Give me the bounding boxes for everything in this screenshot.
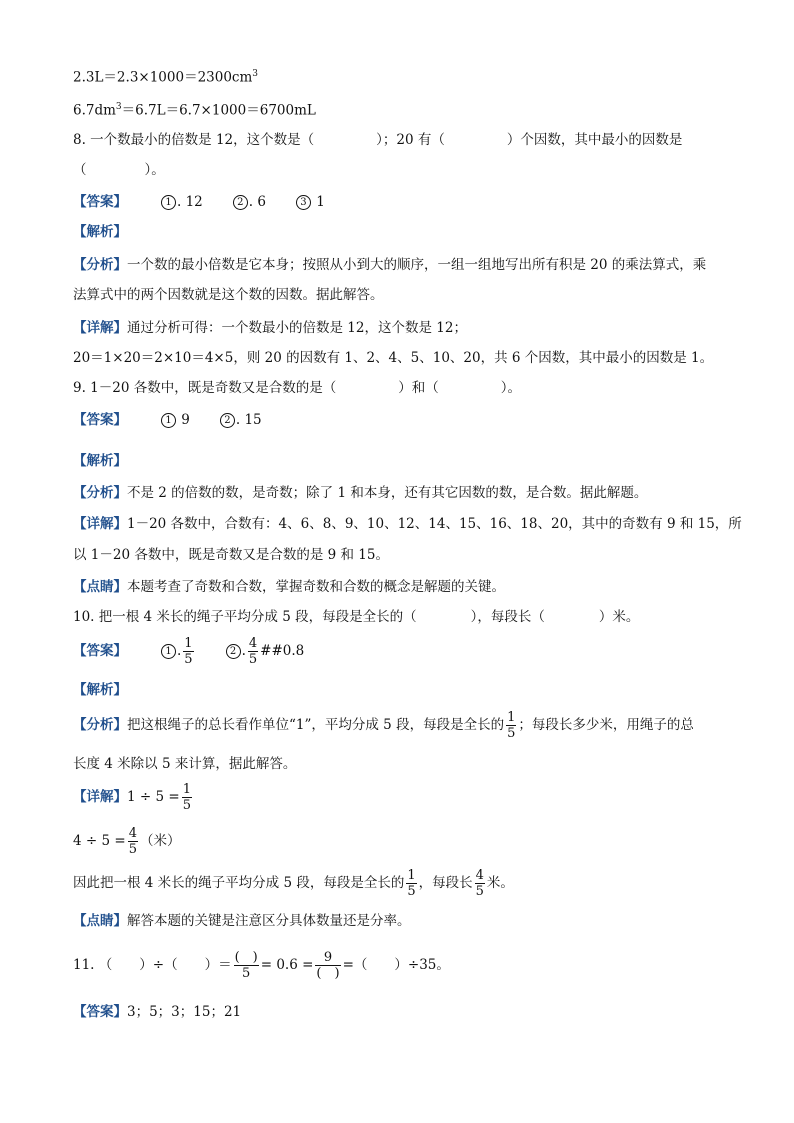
analysis-8: 【 分析 】 一个数的最小倍数是它本身；按照从小到大的顺序，一组一组地写出所有积是 20 的乘法算式，乘 bbox=[73, 255, 706, 275]
analysis-heading-8: 【解析】 bbox=[73, 224, 127, 240]
calc-line-2: $6.7dm^3=6.7L=6.7\times 1000=6700mL$ bbox=[73, 102, 316, 119]
detail-10-line2: 4 ÷ 5 = $\frac{4}{5}$ （米） bbox=[73, 826, 181, 857]
answer-10: 【 答案 】 1 . $\frac{1}{5}$ 2 . $\frac{4}{5}$ ##0.8 bbox=[73, 636, 304, 667]
tip-10: 【 点睛 】 解答本题的关键是注意区分具体数量还是分率。 bbox=[73, 911, 411, 931]
analysis-10-cont: 长度 4 米除以 5 来计算，据此解答。 bbox=[73, 756, 297, 772]
analysis-10: 【 分析 】 把这根绳子的总长看作单位“1”，平均分成 5 段，每段是全长的 $\frac{1}{5}$ ；每段长多少米，用绳子的总 bbox=[73, 710, 694, 741]
question-8: 8. 一个数最小的倍数是 12，这个数是（ ）；20 有（ ）个因数，其中最小的因数是 bbox=[73, 132, 683, 148]
detail-10: 【 详解 】 1 ÷ 5 = $\frac{1}{5}$ bbox=[73, 782, 194, 813]
detail-9: 【 详解 】 1－20 各数中，合数有：4、6、8、9、10、12、14、15、16、18、20，其中的奇数有 9 和 15，所 bbox=[73, 514, 742, 534]
answer-11: 【 答案 】 3；5；3；15；21 bbox=[73, 1002, 241, 1022]
tip-9: 【 点睛 】 本题考查了奇数和合数，掌握奇数和合数的概念是解题的关键。 bbox=[73, 577, 505, 597]
answer-9: 【 答案 】 1 9 2 . 15 bbox=[73, 410, 262, 430]
analysis-8-cont: 法算式中的两个因数就是这个数的因数。据此解答。 bbox=[73, 287, 384, 303]
question-8-cont: （ ）。 bbox=[73, 162, 165, 178]
detail-10-line3: 因此把一根 4 米长的绳子平均分成 5 段，每段是全长的 $\frac{1}{5}$ ，每段长 $\frac{4}{5}$ 米。 bbox=[73, 868, 514, 899]
analysis-heading-10: 【解析】 bbox=[73, 682, 127, 698]
analysis-9: 【 分析 】 不是 2 的倍数的数，是奇数；除了 1 和本身，还有其它因数的数，是合数。据此解题。 bbox=[73, 483, 647, 503]
detail-9-cont: 以 1－20 各数中，既是奇数又是合数的是 9 和 15。 bbox=[73, 547, 389, 563]
question-9: 9. 1－20 各数中，既是奇数又是合数的是（ ）和（ ）。 bbox=[73, 380, 521, 396]
question-11: 11. （ ）÷（ ）＝ ( ) 5 = 0.6 = 9 ( ) =（ ）÷35。 bbox=[73, 950, 450, 981]
answer-8: 【 答案 】 1 . 12 2 . 6 3 1 bbox=[73, 192, 325, 212]
answer-tag: 【 答案 】 bbox=[73, 194, 127, 210]
calc-line-1: $2.3L=2.3\times 1000=2300cm^3$ bbox=[73, 69, 259, 86]
question-10: 10. 把一根 4 米长的绳子平均分成 5 段，每段是全长的（ ），每段长（ ）米。 bbox=[73, 609, 640, 625]
detail-8: 【 详解 】 通过分析可得：一个数最小的倍数是 12，这个数是 12； bbox=[73, 318, 467, 338]
detail-8-cont: 20＝1×20＝2×10＝4×5，则 20 的因数有 1、2、4、5、10、20，共 6 个因数，其中最小的因数是 1。 bbox=[73, 350, 714, 366]
analysis-heading-9: 【解析】 bbox=[73, 453, 127, 469]
